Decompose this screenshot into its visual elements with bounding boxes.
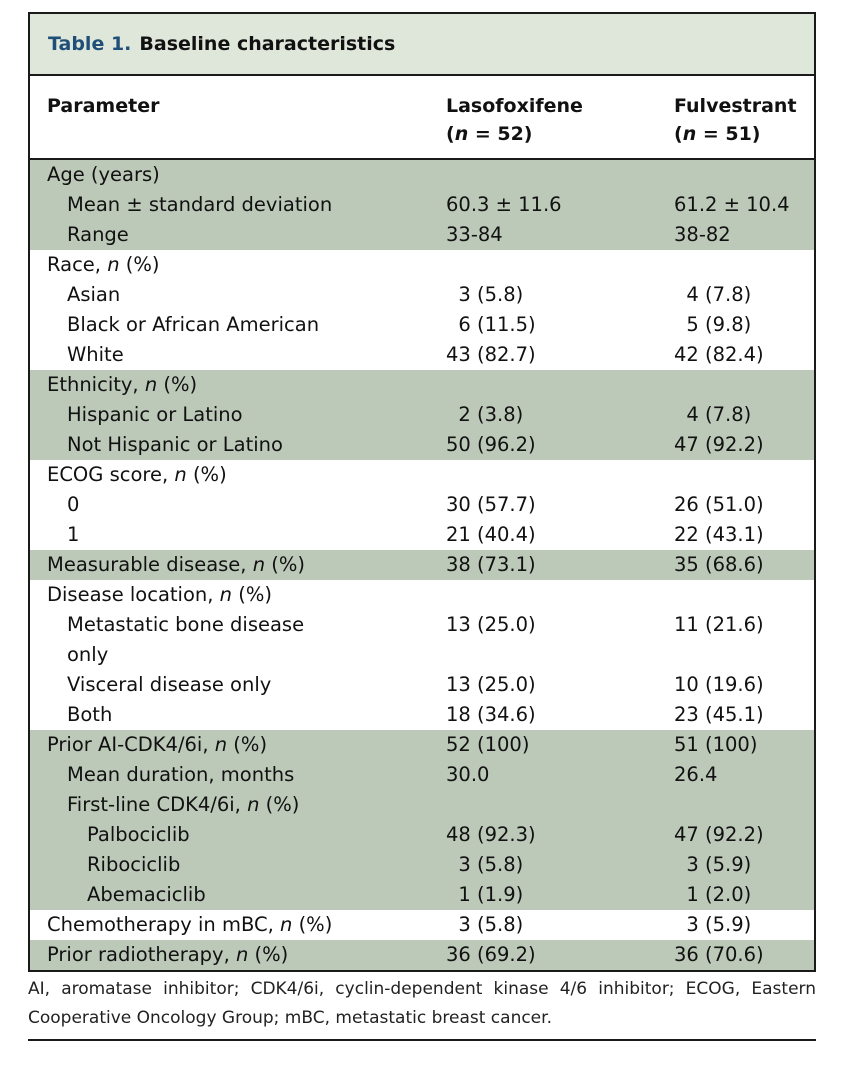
table-row xyxy=(30,910,814,940)
table xyxy=(28,12,816,972)
lasofoxifene-value: 60.3 ± 11.6 xyxy=(446,193,562,216)
fulvestrant-value: 22 (43.1) xyxy=(674,523,764,546)
row-label: Measurable disease, n (%) xyxy=(47,553,306,576)
lasofoxifene-value: 2 (3.8) xyxy=(446,403,524,426)
table-row xyxy=(30,250,814,280)
lasofoxifene-value: 33-84 xyxy=(446,223,503,246)
fulvestrant-value: 4 (7.8) xyxy=(674,403,752,426)
table-row xyxy=(30,760,814,790)
lasofoxifene-value: 38 (73.1) xyxy=(446,553,536,576)
header-parameter: Parameter xyxy=(47,95,160,117)
header-fulvestrant-n: (n = 51) xyxy=(674,123,761,145)
row-label: Black or African American xyxy=(67,313,320,336)
row-label: Range xyxy=(67,223,129,246)
table-row xyxy=(30,460,814,490)
lasofoxifene-value: 3 (5.8) xyxy=(446,913,524,936)
row-label: Both xyxy=(67,703,113,726)
fulvestrant-value: 3 (5.9) xyxy=(674,913,752,936)
row-label: Visceral disease only xyxy=(67,673,272,696)
fulvestrant-value: 61.2 ± 10.4 xyxy=(674,193,790,216)
row-label: ECOG score, n (%) xyxy=(47,463,227,486)
fulvestrant-value: 3 (5.9) xyxy=(674,853,752,876)
table-row xyxy=(30,430,814,460)
fulvestrant-value: 4 (7.8) xyxy=(674,283,752,306)
row-label: 0 xyxy=(67,493,80,516)
row-label: Ethnicity, n (%) xyxy=(47,373,198,396)
table-row xyxy=(30,790,814,820)
header-lasofoxifene-n: (n = 52) xyxy=(446,123,533,145)
row-label: Chemotherapy in mBC, n (%) xyxy=(47,913,333,936)
fulvestrant-value: 42 (82.4) xyxy=(674,343,764,366)
lasofoxifene-value: 43 (82.7) xyxy=(446,343,536,366)
fulvestrant-value: 26 (51.0) xyxy=(674,493,764,516)
row-label: Prior AI-CDK4/6i, n (%) xyxy=(47,733,268,756)
lasofoxifene-value: 18 (34.6) xyxy=(446,703,536,726)
fulvestrant-value: 11 (21.6) xyxy=(674,613,764,636)
table-row xyxy=(30,580,814,610)
lasofoxifene-value: 3 (5.8) xyxy=(446,853,524,876)
row-label: Abemaciclib xyxy=(87,883,206,906)
table-body xyxy=(30,160,814,970)
row-label: Not Hispanic or Latino xyxy=(67,433,283,456)
fulvestrant-value: 1 (2.0) xyxy=(674,883,752,906)
table-caption xyxy=(30,14,814,76)
table-row xyxy=(30,340,814,370)
row-label: Hispanic or Latino xyxy=(67,403,243,426)
table-row xyxy=(30,400,814,430)
row-label: Palbociclib xyxy=(87,823,190,846)
table-row xyxy=(30,520,814,550)
table-row xyxy=(30,700,814,730)
lasofoxifene-value: 30 (57.7) xyxy=(446,493,536,516)
bottom-rule xyxy=(28,1039,816,1041)
lasofoxifene-value: 3 (5.8) xyxy=(446,283,524,306)
header-fulvestrant xyxy=(674,92,797,148)
table-row xyxy=(30,310,814,340)
fulvestrant-value: 5 (9.8) xyxy=(674,313,752,336)
table-row xyxy=(30,880,814,910)
row-label: Mean duration, months xyxy=(67,763,295,786)
lasofoxifene-value: 48 (92.3) xyxy=(446,823,536,846)
row-label: First-line CDK4/6i, n (%) xyxy=(67,793,300,816)
row-label: Metastatic bone disease only xyxy=(67,613,305,666)
row-label: 1 xyxy=(67,523,80,546)
fulvestrant-value: 47 (92.2) xyxy=(674,433,764,456)
row-label: Age (years) xyxy=(47,163,160,186)
table-row xyxy=(30,490,814,520)
table-row xyxy=(30,220,814,250)
lasofoxifene-value: 1 (1.9) xyxy=(446,883,524,906)
table-row xyxy=(30,550,814,580)
table-row xyxy=(30,850,814,880)
row-label: Prior radiotherapy, n (%) xyxy=(47,943,289,966)
lasofoxifene-value: 13 (25.0) xyxy=(446,673,536,696)
row-label: Ribociclib xyxy=(87,853,181,876)
table-row xyxy=(30,730,814,760)
table-header xyxy=(30,76,814,160)
table-row xyxy=(30,670,814,700)
table-row xyxy=(30,280,814,310)
row-label: Asian xyxy=(67,283,121,306)
lasofoxifene-value: 36 (69.2) xyxy=(446,943,536,966)
lasofoxifene-value: 50 (96.2) xyxy=(446,433,536,456)
table-row xyxy=(30,940,814,970)
header-lasofoxifene xyxy=(446,92,583,148)
table-row xyxy=(30,370,814,400)
row-label: Mean ± standard deviation xyxy=(67,193,333,216)
table-number: Table 1. xyxy=(48,33,132,55)
fulvestrant-value: 26.4 xyxy=(674,763,718,786)
fulvestrant-value: 35 (68.6) xyxy=(674,553,764,576)
fulvestrant-value: 38-82 xyxy=(674,223,731,246)
table-row xyxy=(30,160,814,190)
table-footnote: AI, aromatase inhibitor; CDK4/6i, cyclin-dependent kinase 4/6 inhibitor; ECOG, Eastern Cooperative Oncology Group; mBC, metastatic breast cancer. xyxy=(28,979,816,1028)
lasofoxifene-value: 52 (100) xyxy=(446,733,530,756)
table-row xyxy=(30,610,814,670)
table-row xyxy=(30,190,814,220)
fulvestrant-value: 10 (19.6) xyxy=(674,673,764,696)
lasofoxifene-value: 6 (11.5) xyxy=(446,313,536,336)
table-title: Baseline characteristics xyxy=(139,33,396,55)
row-label: Disease location, n (%) xyxy=(47,583,272,606)
header-fulvestrant-name: Fulvestrant xyxy=(674,95,797,117)
lasofoxifene-value: 30.0 xyxy=(446,763,490,786)
header-lasofoxifene-name: Lasofoxifene xyxy=(446,95,583,117)
lasofoxifene-value: 21 (40.4) xyxy=(446,523,536,546)
fulvestrant-value: 23 (45.1) xyxy=(674,703,764,726)
table-row xyxy=(30,820,814,850)
row-label: Race, n (%) xyxy=(47,253,160,276)
fulvestrant-value: 36 (70.6) xyxy=(674,943,764,966)
lasofoxifene-value: 13 (25.0) xyxy=(446,613,536,636)
fulvestrant-value: 47 (92.2) xyxy=(674,823,764,846)
fulvestrant-value: 51 (100) xyxy=(674,733,758,756)
row-label: White xyxy=(67,343,124,366)
